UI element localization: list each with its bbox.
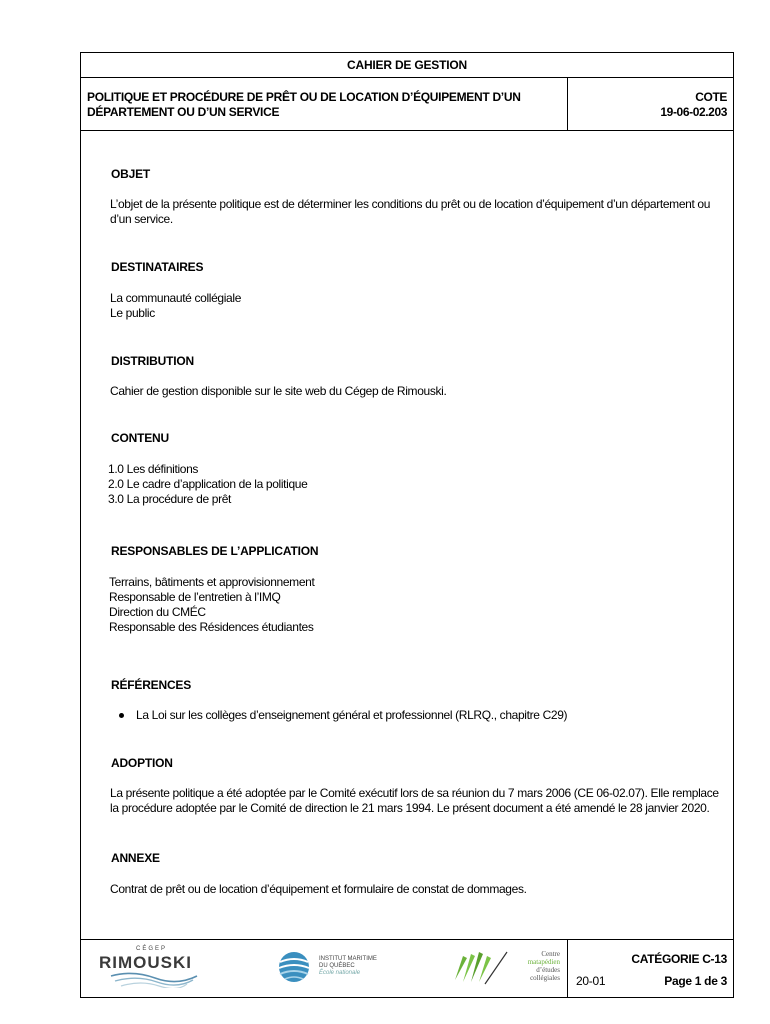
logo-rimouski-text: RIMOUSKI — [99, 953, 192, 972]
section-adoption — [110, 756, 730, 816]
centre-line-4: collégiales — [530, 974, 560, 982]
section-title: RESPONSABLES DE L’APPLICATION — [111, 544, 319, 558]
cote-label: COTE — [695, 90, 727, 104]
category-label: CATÉGORIE C-13 — [631, 952, 727, 966]
policy-title-line-2: DÉPARTEMENT OU D’UN SERVICE — [87, 105, 280, 119]
section-responsables — [110, 544, 730, 635]
list-item: 3.0 La procédure de prêt — [108, 492, 232, 506]
section-annexe — [110, 851, 730, 897]
section-body — [109, 575, 730, 635]
imq-line-3: École nationale — [319, 970, 361, 976]
section-title: ADOPTION — [111, 756, 173, 770]
centre-matapedien-logo — [449, 946, 564, 990]
document-frame — [80, 52, 734, 998]
page-number: Page 1 de 3 — [664, 974, 727, 988]
list-item: Terrains, bâtiments et approvisionnement — [109, 575, 315, 589]
text-line: Contrat de prêt ou de location d’équipement et formulaire de constat de dommages. — [110, 882, 527, 896]
logo-cegep-text: CÉGEP — [135, 946, 167, 952]
date-code: 20-01 — [576, 974, 606, 988]
text-line: L’objet de la présente politique est de déterminer les conditions du prêt ou de location d’équipement d’un département ou — [110, 197, 711, 211]
bullet-text: La Loi sur les collèges d’enseignement général et professionnel (RLRQ., chapitre C29) — [136, 708, 568, 722]
imq-globe-icon — [277, 950, 313, 984]
section-objet — [110, 167, 730, 227]
section-destinataires — [110, 260, 730, 321]
list-item: Direction du CMÉC — [109, 605, 206, 619]
bullet-item — [110, 708, 730, 723]
text-line: la procédure adoptée par le Comité de direction le 21 mars 1994. Le présent document a été amendé le 28 janvier 2020. — [110, 801, 710, 815]
document-header-title: CAHIER DE GESTION — [81, 53, 733, 78]
bullet-icon — [119, 713, 124, 718]
section-title: CONTENU — [111, 431, 169, 445]
text-line: La présente politique a été adoptée par le Comité exécutif lors de sa réunion du 7 mars 2006 (CE 06-02.07). Elle remplace — [110, 786, 719, 800]
section-title: DESTINATAIRES — [111, 260, 204, 274]
cote-block — [568, 78, 733, 130]
list-item: 2.0 Le cadre d’application de la politique — [108, 477, 308, 491]
centre-line-3: d’études — [536, 966, 560, 974]
imq-logo — [277, 948, 397, 988]
waves-icon — [109, 972, 199, 988]
section-title: ANNEXE — [111, 851, 160, 865]
centre-line-2: matapédien — [527, 958, 560, 966]
section-references — [110, 678, 730, 723]
section-body — [110, 882, 730, 897]
list-item: La communauté collégiale — [110, 291, 242, 305]
section-title: RÉFÉRENCES — [111, 678, 192, 692]
cegep-rimouski-logo — [99, 946, 204, 990]
list-item: Responsable des Résidences étudiantes — [109, 620, 314, 634]
policy-title-line-1: POLITIQUE ET PROCÉDURE DE PRÊT OU DE LOCATION D’ÉQUIPEMENT D’UN — [87, 90, 521, 104]
footer-meta — [568, 940, 733, 997]
cote-value: 19-06-02.203 — [660, 105, 727, 119]
imq-logo-text — [319, 956, 377, 977]
section-body — [110, 786, 730, 816]
section-body — [110, 291, 730, 321]
text-line: Cahier de gestion disponible sur le site web du Cégep de Rimouski. — [110, 384, 447, 398]
leaves-icon — [449, 948, 509, 988]
section-body — [110, 384, 730, 399]
text-line: d’un service. — [110, 212, 173, 226]
policy-title — [81, 78, 568, 130]
section-body — [108, 462, 730, 507]
imq-line-1: INSTITUT MARITIME — [319, 956, 377, 962]
footer-logos — [81, 940, 568, 997]
list-item: Le public — [110, 306, 155, 320]
list-item: Responsable de l’entretien à l’IMQ — [109, 590, 281, 604]
list-item: 1.0 Les définitions — [108, 462, 199, 476]
section-contenu — [110, 431, 730, 507]
section-distribution — [110, 354, 730, 399]
section-body — [110, 197, 730, 227]
policy-header-row — [81, 78, 733, 131]
section-title: OBJET — [111, 167, 151, 181]
imq-line-2: DU QUÉBEC — [319, 963, 355, 969]
centre-logo-text — [528, 950, 560, 982]
centre-line-1: Centre — [541, 950, 560, 958]
section-title: DISTRIBUTION — [111, 354, 194, 368]
document-footer — [81, 939, 733, 997]
